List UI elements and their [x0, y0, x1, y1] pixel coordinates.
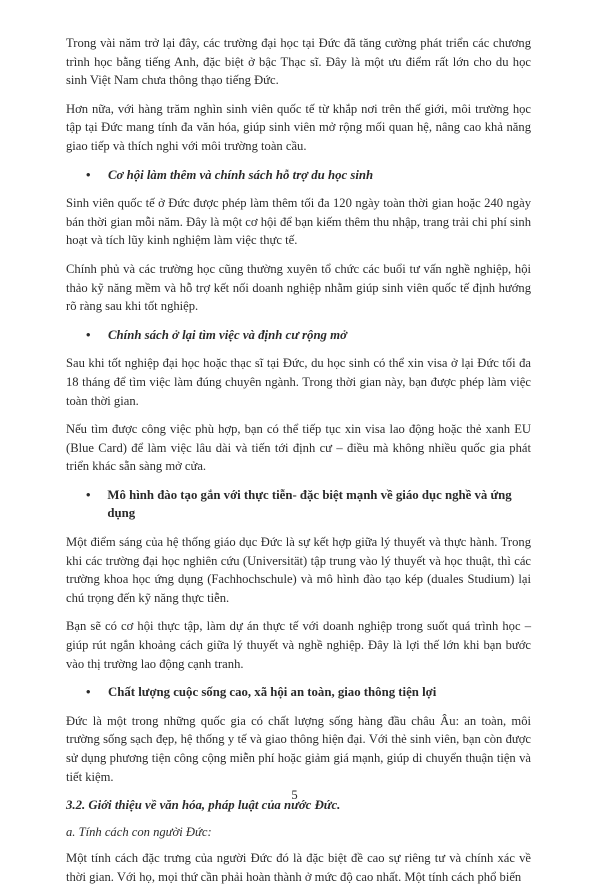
bullet-heading-quality-of-life: [86, 683, 531, 702]
paragraph-theory-practice: Một điểm sáng của hệ thống giáo dục Đức là sự kết hợp giữa lý thuyết và thực hành. Trong khi các trường đại học nghiên cứu (Universität) tập trung vào lý thuyết và học thuật, thì các trường khoa học ứng dụng (Fachhochschule) và mô hình đào tạo kép (duales Studium) lại chú trọng đến kỹ năng thực tiễn.: [66, 535, 531, 605]
bullet-heading-text: Cơ hội làm thêm và chính sách hỗ trợ du học sinh: [108, 167, 374, 182]
bullet-heading-stay-policy: [86, 326, 531, 345]
paragraph-career-support: Chính phủ và các trường học cũng thường xuyên tổ chức các buổi tư vấn nghề nghiệp, hội thảo kỹ năng mềm và hỗ trợ kết nối doanh nghiệp nhằm giúp sinh viên quốc tế định hướng rõ ràng sau khi tốt nghiệp.: [66, 261, 531, 314]
bullet-heading-part-time: [86, 166, 531, 185]
section-heading: 3.2. Giới thiệu về văn hóa, pháp luật của nước Đức.: [66, 798, 341, 813]
paragraph-multicultural: Hơn nữa, với hàng trăm nghìn sinh viên quốc tế từ khắp nơi trên thế giới, môi trường học tập tại Đức mang tính đa văn hóa, giúp sinh viên mở rộng mối quan hệ, nâng cao khả năng giao tiếp và thích nghi với môi trường toàn cầu.: [66, 101, 531, 153]
paragraph-living-standards: Đức là một trong những quốc gia có chất lượng sống hàng đầu châu Âu: an toàn, môi trường sống sạch đẹp, hệ thống y tế và giao thông hiện đại. Với thẻ sinh viên, bạn còn được sử dụng phương tiện công cộng miễn phí hoặc giảm giá mạnh, giúp di chuyển thuận tiện và tiết kiệm.: [66, 713, 531, 784]
bullet-heading-text: Chính sách ở lại tìm việc và định cư rộng mở: [108, 327, 347, 342]
paragraph-english-programs: Trong vài năm trở lại đây, các trường đại học tại Đức đã tăng cường phát triển các chương trình học bằng tiếng Anh, đặc biệt ở bậc Thạc sĩ. Đây là một ưu điểm rất lớn cho du học sinh Việt Nam chưa thông thạo tiếng Đức.: [66, 36, 531, 88]
bullet-icon: •: [86, 167, 91, 182]
bullet-icon: •: [86, 327, 91, 342]
paragraph-job-search-visa: Sau khi tốt nghiệp đại học hoặc thạc sĩ tại Đức, du học sinh có thể xin visa ở lại Đức tối đa 18 tháng để tìm việc làm đúng chuyên ngành. Trong thời gian này, bạn được phép làm việc toàn thời gian.: [66, 356, 531, 408]
bullet-icon: •: [86, 685, 91, 700]
bullet-heading-text: Mô hình đào tạo gắn với thực tiễn- đặc biệt mạnh về giáo dục nghề và ứng dụng: [107, 487, 512, 521]
bullet-heading-text: Chất lượng cuộc sống cao, xã hội an toàn, giao thông tiện lợi: [108, 685, 437, 700]
subsection-heading: a. Tính cách con người Đức:: [66, 824, 212, 839]
bullet-icon: •: [86, 487, 91, 502]
bullet-heading-practical-training: [86, 486, 531, 523]
paragraph-internships: Bạn sẽ có cơ hội thực tập, làm dự án thực tế với doanh nghiệp trong suốt quá trình học – giúp rút ngắn khoảng cách giữa lý thuyết và nghề nghiệp. Đây là lợi thế lớn khi bạn bước vào thị trường lao động cạnh tranh.: [66, 619, 531, 671]
paragraph-german-character: Một tính cách đặc trưng của người Đức đó là đặc biệt đề cao sự riêng tư và chính xác về thời gian. Với họ, mọi thứ cần phải hoàn thành ở mức độ cao nhất. Một tính cách phổ biến: [66, 851, 531, 884]
page-number: 5: [291, 788, 298, 802]
paragraph-work-hours: Sinh viên quốc tế ở Đức được phép làm thêm tối đa 120 ngày toàn thời gian hoặc 240 ngày bán thời gian mỗi năm. Đây là một cơ hội để bạn kiếm thêm thu nhập, trang trải chi phí sinh hoạt và tích lũy kinh nghiệm làm việc thực tế.: [66, 196, 531, 248]
paragraph-blue-card: Nếu tìm được công việc phù hợp, bạn có thể tiếp tục xin visa lao động hoặc thẻ xanh EU (Blue Card) để làm việc lâu dài và tiến tới định cư – điều mà không nhiều quốc gia phát triển khác sẵn sàng mở cửa.: [66, 422, 531, 474]
